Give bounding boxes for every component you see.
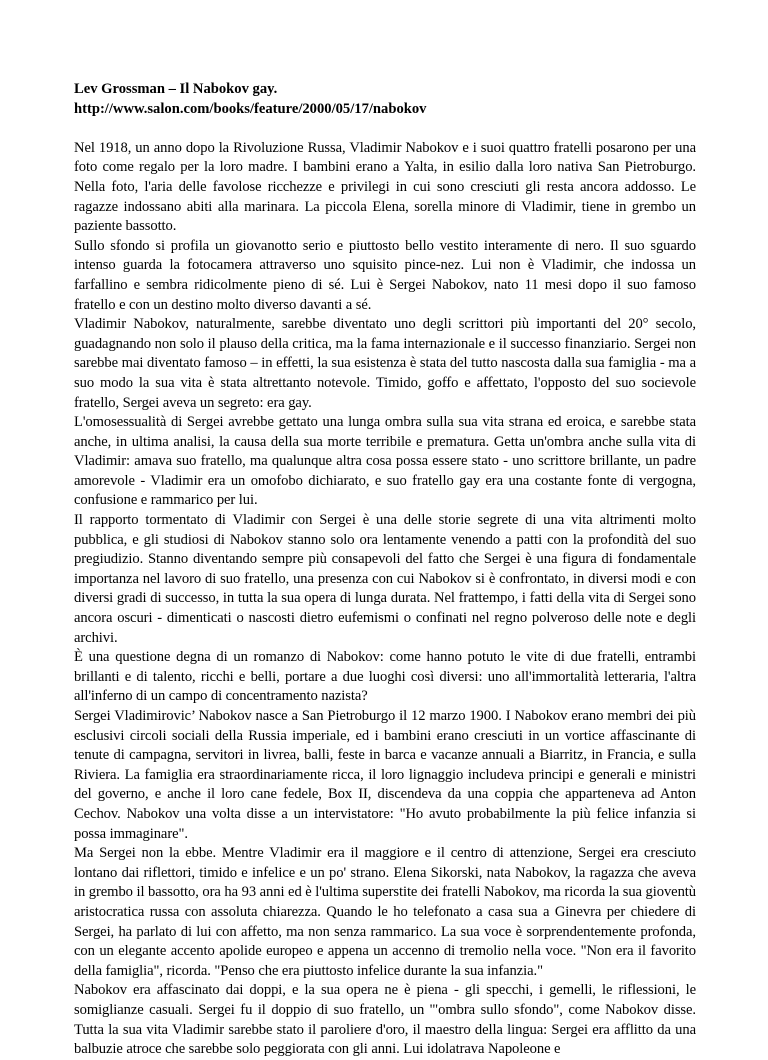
paragraph-1: Nel 1918, un anno dopo la Rivoluzione Russa, Vladimir Nabokov e i suoi quattro fratelli posarono per una foto come regalo per la loro madre. I bambini erano a Yalta, in esilio dalla loro nativa San Pietroburgo. Nella foto, l'aria delle favolose ricchezze e privilegi in cui sono cresciuti gli resta ancora addosso. Le ragazze indossano abiti alla marinara. La piccola Elena, sorella minore di Vladimir, tiene in grembo un paziente bassotto. [74,139,696,235]
document-title: Lev Grossman – Il Nabokov gay. [74,81,278,97]
paragraph-5: Il rapporto tormentato di Vladimir con Sergei è una delle storie segrete di una vita altrimenti molto pubblica, e gli studiosi di Nabokov stanno solo ora lentamente venendo a patti con la profondità del suo pregiudizio. Stanno diventando sempre più consapevoli del fatto che Sergei è una figura di fondamentale importanza nel lavoro di suo fratello, una presenza con cui Nabokov si è confrontato, in diversi modi e con diversi gradi di successo, in tutta la sua opera di lunga durata. Nel frattempo, i fatti della vita di Sergei sono ancora oscuri - dimenticati o nascosti dietro eufemismi o confinati nel regno polveroso delle note e degli archivi. [74,512,696,646]
document-page [74,80,696,1060]
header-spacer [74,119,696,139]
paragraph-8: Ma Sergei non la ebbe. Mentre Vladimir era il maggiore e il centro di attenzione, Sergei era cresciuto lontano dai riflettori, timido e infelice e un po' strano. Elena Sikorski, nata Nabokov, la ragazza che aveva in grembo il bassotto, ora ha 93 anni ed è l'ultima superstite dei fratelli Nabokov, ma ricorda la sua gioventù aristocratica russa con assoluta chiarezza. Quando le ho telefonato a casa sua a Ginevra per chiedere di Sergei, ha parlato di lui con affetto, ma non senza rammarico. La sua voce è sorprendentemente profonda, con un elegante accento apolide europeo e appena un accenno di tremolio nella voce. "Non era il favorito della famiglia", ricorda. "Penso che era piuttosto infelice durante la sua infanzia." [74,845,696,979]
paragraph-6: È una questione degna di un romanzo di Nabokov: come hanno potuto le vite di due fratelli, entrambi brillanti e di talento, ricchi e belli, portare a due luoghi così diversi: uno all'immortalità letteraria, l'altra all'inferno di un campo di concentramento nazista? [74,649,696,705]
paragraph-9: Nabokov era affascinato dai doppi, e la sua opera ne è piena - gli specchi, i gemelli, le riflessioni, le somiglianze casuali. Sergei fu il doppio di suo fratello, un '"ombra sullo sfondo", come Nabokov disse. Tutta la sua vita Vladimir sarebbe stato il paroliere d'oro, il maestro della lingua: Sergei era afflitto da una balbuzie atroce che sarebbe solo peggiorata con gli anni. Lui idolatrava Napoleone e [74,982,696,1058]
paragraph-4: L'omosessualità di Sergei avrebbe gettato una lunga ombra sulla sua vita strana ed eroica, e sarebbe stata anche, in ultima analisi, la causa della sua morte terribile e prematura. Getta un'ombra anche sulla vita di Vladimir: amava suo fratello, ma qualunque altra cosa possa essere stato - uno scrittore brillante, un padre amorevole - Vladimir era un omofobo dichiarato, e suo fratello gay era una costante fonte di vergogna, confusione e rammarico per lui. [74,414,696,509]
paragraph-2: Sullo sfondo si profila un giovanotto serio e piuttosto bello vestito interamente di nero. Il suo sguardo intenso guarda la fotocamera attraverso uno squisito pince-nez. Lui non è Vladimir, che indossa un farfallino e sembra ridicolmente pieno di sé. Lui è Sergei Nabokov, nato 11 mesi dopo il suo famoso fratello e con un destino molto diverso davanti a sé. [74,237,696,313]
source-url: http://www.salon.com/books/feature/2000/05/17/nabokov [74,100,427,117]
paragraph-7: Sergei Vladimirovic’ Nabokov nasce a San Pietroburgo il 12 marzo 1900. I Nabokov erano membri dei più esclusivi circoli sociali della Russia imperiale, ed i bambini erano cresciuti in un vortice affascinante di tenute di campagna, servitori in livrea, balli, feste in barca e vacanze annuali a Biarritz, in Francia, e sulla Riviera. La famiglia era straordinariamente ricca, il loro lignaggio includeva principi e generali e ministri del governo, e anche il loro cane fedele, Box II, discendeva da una coppia che apparteneva ad Anton Cechov. Nabokov una volta disse a un intervistatore: "Ho avuto probabilmente la più felice infanzia si possa immaginare". [74,708,696,842]
article-body [74,139,696,1060]
paragraph-3: Vladimir Nabokov, naturalmente, sarebbe diventato uno degli scrittori più importanti del 20° secolo, guadagnando non solo il plauso della critica, ma la fama internazionale e il successo finanziario. Sergei non sarebbe mai diventato famoso – in effetti, la sua esistenza è stata del tutto nascosta dalla sua famiglia - ma a suo modo la sua vita è stata altrettanto notevole. Timido, goffo e affettato, l'opposto del suo socievole fratello, Sergei aveva un segreto: era gay. [74,316,696,411]
document-header [74,80,696,119]
